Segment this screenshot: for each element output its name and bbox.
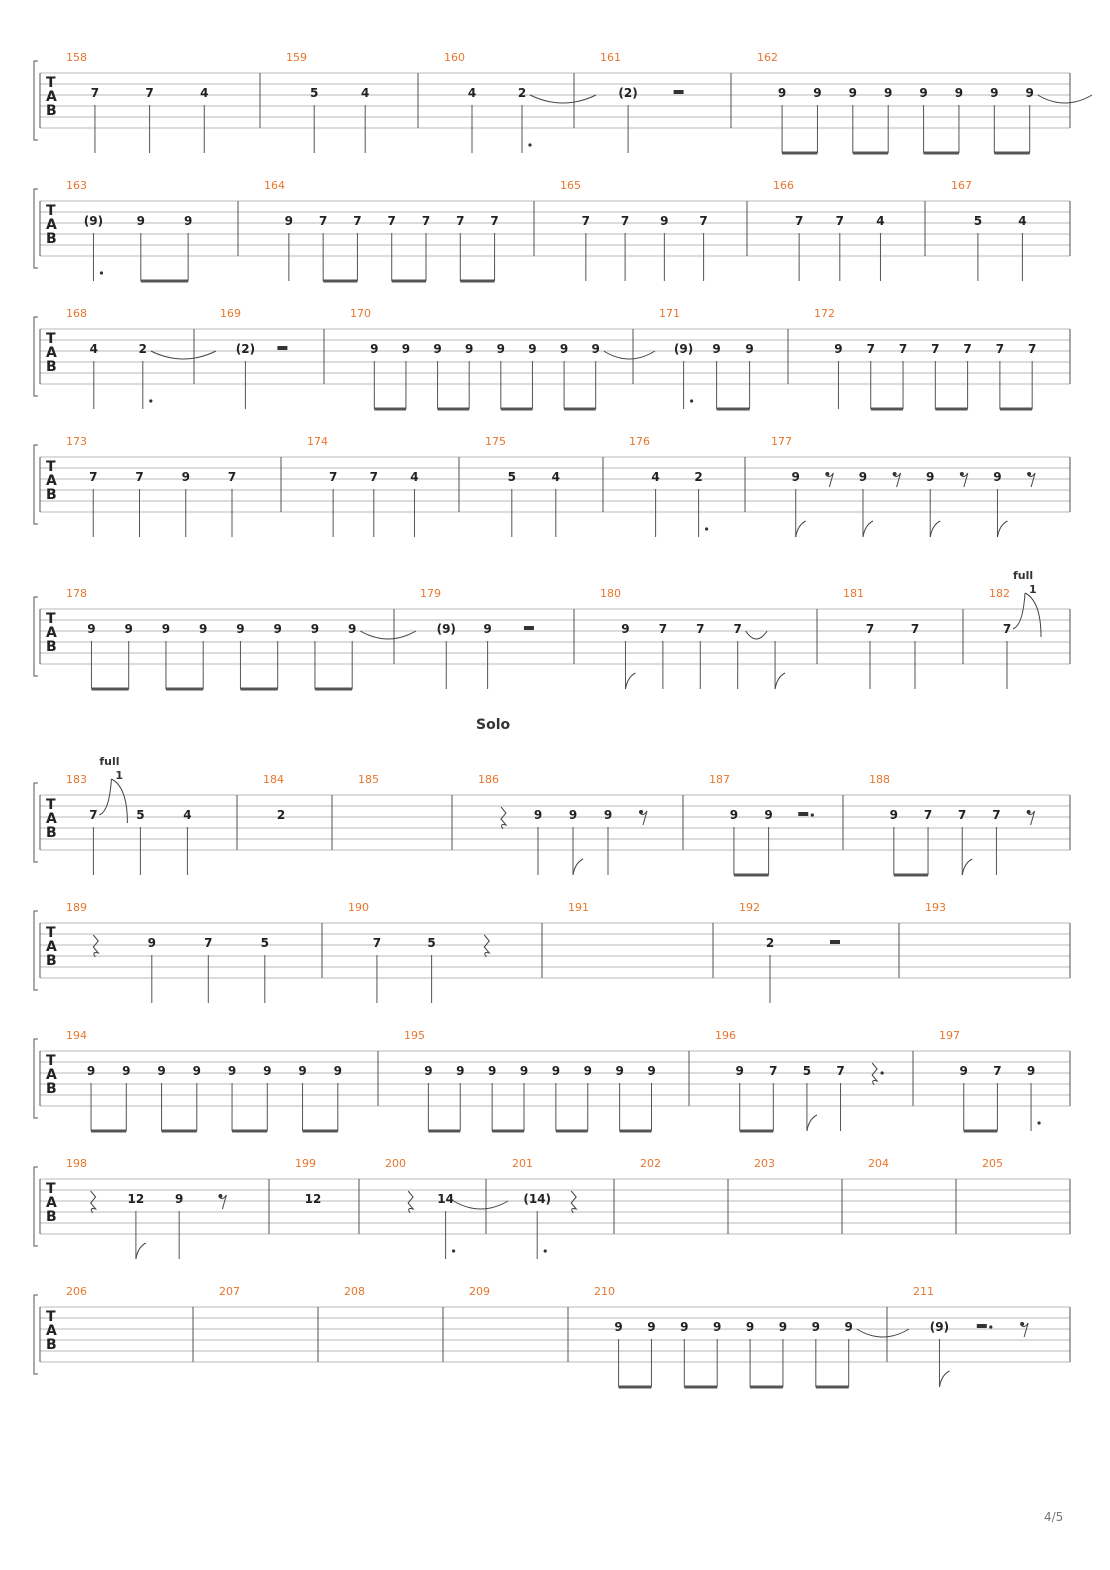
measure-number: 197	[939, 1029, 960, 1042]
measure-number: 195	[404, 1029, 425, 1042]
system-bracket	[34, 597, 38, 676]
fret-number: 9	[174, 1192, 184, 1206]
tab-clef-letter: T	[46, 1181, 56, 1197]
fret-number: 9	[263, 1064, 272, 1078]
fret-number: 9	[647, 1064, 656, 1078]
fret-number: 9	[713, 1320, 722, 1334]
fret-number: 9	[621, 622, 630, 636]
fret-number: 9	[310, 622, 320, 636]
bend-arrow-up	[1013, 593, 1025, 629]
fret-number: 9	[227, 1064, 237, 1078]
tie-arc	[1038, 95, 1092, 103]
eighth-rest-head	[1027, 810, 1031, 814]
quarter-rest	[93, 935, 98, 957]
tab-clef-letter: B	[46, 487, 57, 503]
fret-number: (9)	[436, 622, 456, 636]
fret-number: 9	[745, 1320, 755, 1334]
fret-number: 7	[135, 470, 144, 484]
fret-number: 4	[551, 470, 560, 484]
measure-number: 204	[868, 1157, 889, 1170]
rest-dot	[811, 813, 814, 816]
eighth-flag	[573, 859, 583, 875]
measure-number: 172	[814, 307, 835, 320]
measure-number: 201	[512, 1157, 533, 1170]
fret-number: 7	[145, 86, 154, 100]
measure-number: 194	[66, 1029, 87, 1042]
fret-number: 9	[487, 1064, 497, 1078]
tab-clef-letter: A	[46, 939, 57, 955]
bend-amount: 1	[1029, 583, 1037, 596]
measure-number: 200	[385, 1157, 406, 1170]
quarter-rest	[91, 1191, 96, 1213]
half-rest	[674, 90, 684, 94]
tab-clef-letter: A	[46, 217, 57, 233]
fret-number: 7	[353, 214, 362, 228]
measure-number: 199	[295, 1157, 316, 1170]
fret-number: 9	[519, 1064, 529, 1078]
fret-number: 9	[122, 1064, 131, 1078]
fret-number: 9	[778, 1320, 788, 1334]
measure-number: 160	[444, 51, 465, 64]
fret-number: 9	[1026, 1064, 1036, 1078]
fret-number: 4	[89, 342, 98, 356]
fret-number: 2	[765, 936, 775, 950]
fret-number: 7	[958, 808, 967, 822]
bend-release-arrow	[111, 779, 127, 823]
rest-dot	[881, 1071, 884, 1074]
fret-number: 4	[876, 214, 885, 228]
tie-arc	[604, 351, 655, 359]
fret-number: 7	[866, 342, 875, 356]
fret-number: 7	[456, 214, 465, 228]
fret-number: 9	[192, 1064, 201, 1078]
fret-number: 9	[284, 214, 294, 228]
rest-dot	[989, 1325, 992, 1328]
fret-number: 7	[992, 808, 1001, 822]
system-bracket	[34, 783, 38, 862]
measure-number: 161	[600, 51, 621, 64]
fret-number: 7	[658, 622, 668, 636]
tab-clef-letter: T	[46, 925, 56, 941]
fret-number: 9	[370, 342, 379, 356]
tab-clef-letter: A	[46, 811, 57, 827]
fret-number: 14	[437, 1192, 454, 1206]
fret-number: 9	[990, 86, 999, 100]
fret-number: 9	[157, 1064, 166, 1078]
section-label-solo: Solo	[476, 717, 511, 733]
tab-clef-letter: T	[46, 611, 56, 627]
fret-number: 7	[865, 622, 875, 636]
fret-number: (9)	[83, 214, 104, 228]
fret-number: 7	[372, 936, 382, 950]
duration-dot	[452, 1249, 455, 1252]
fret-number: (9)	[929, 1320, 950, 1334]
fret-number: 7	[931, 342, 940, 356]
measure-number: 162	[757, 51, 778, 64]
duration-dot	[100, 271, 103, 274]
fret-number: 12	[127, 1192, 145, 1206]
fret-number: 7	[1002, 622, 1012, 636]
fret-number: 4	[651, 470, 660, 484]
fret-number: 9	[181, 470, 190, 484]
fret-number: 5	[136, 808, 145, 822]
eighth-rest-head	[218, 1194, 222, 1198]
fret-number: 7	[794, 214, 804, 228]
fret-number: 7	[699, 214, 708, 228]
tab-clef-letter: B	[46, 1337, 57, 1353]
bend-label: full	[99, 755, 120, 768]
fret-number: 9	[884, 86, 893, 100]
tab-clef-letter: T	[46, 75, 56, 91]
fret-number: 9	[926, 470, 935, 484]
tie-arc	[530, 95, 596, 103]
fret-number: 9	[533, 808, 543, 822]
tab-clef-letter: B	[46, 953, 57, 969]
measure-number: 182	[989, 587, 1010, 600]
fret-number: 7	[328, 470, 338, 484]
eighth-rest-head	[825, 472, 829, 476]
measure-number: 178	[66, 587, 87, 600]
fret-number: 9	[333, 1064, 342, 1078]
fret-number: 9	[712, 342, 721, 356]
measure-number: 181	[843, 587, 864, 600]
system-bracket	[34, 445, 38, 524]
tie-arc	[151, 351, 216, 359]
fret-number: 7	[995, 342, 1005, 356]
fret-number: 4	[1018, 214, 1027, 228]
measure-number: 168	[66, 307, 87, 320]
fret-number: 9	[86, 1064, 96, 1078]
fret-number: 9	[568, 808, 578, 822]
fret-number: 9	[136, 214, 145, 228]
fret-number: 9	[777, 86, 787, 100]
eighth-rest-head	[639, 810, 643, 814]
measure-number: 211	[913, 1285, 934, 1298]
eighth-flag	[997, 521, 1007, 537]
measure-number: 165	[560, 179, 581, 192]
eighth-flag	[136, 1243, 146, 1259]
fret-number: 7	[90, 86, 100, 100]
system-bracket	[34, 61, 38, 140]
fret-number: 7	[923, 808, 933, 822]
tab-clef-letter: A	[46, 473, 57, 489]
eighth-rest-head	[1027, 472, 1031, 476]
measure-number: 208	[344, 1285, 365, 1298]
fret-number: 9	[87, 622, 96, 636]
measure-number: 187	[709, 773, 730, 786]
fret-number: 9	[959, 1064, 968, 1078]
fret-number: 9	[603, 808, 613, 822]
measure-number: 159	[286, 51, 307, 64]
duration-dot	[1037, 1121, 1040, 1124]
fret-number: 9	[764, 808, 773, 822]
duration-dot	[528, 143, 531, 146]
fret-number: 9	[647, 1320, 656, 1334]
system-bracket	[34, 189, 38, 268]
duration-dot	[705, 527, 708, 530]
quarter-rest	[501, 807, 506, 829]
fret-number: 7	[89, 470, 98, 484]
fret-number: 4	[183, 808, 192, 822]
fret-number: 2	[276, 808, 286, 822]
quarter-rest	[408, 1191, 413, 1213]
measure-number: 164	[264, 179, 285, 192]
fret-number: 9	[735, 1064, 744, 1078]
measure-number: 203	[754, 1157, 775, 1170]
eighth-flag	[807, 1115, 817, 1131]
measure-number: 190	[348, 901, 369, 914]
system-bracket	[34, 1039, 38, 1118]
tab-clef-letter: B	[46, 639, 57, 655]
fret-number: 7	[204, 936, 213, 950]
fret-number: 9	[424, 1064, 433, 1078]
fret-number: 9	[591, 342, 600, 356]
measure-number: 170	[350, 307, 371, 320]
measure-number: 173	[66, 435, 87, 448]
measure-number: 176	[629, 435, 650, 448]
fret-number: 4	[200, 86, 209, 100]
quarter-rest	[571, 1191, 576, 1213]
tie-arc	[360, 631, 416, 639]
tab-clef-letter: B	[46, 1081, 57, 1097]
tab-clef-letter: A	[46, 89, 57, 105]
fret-number: 9	[551, 1064, 561, 1078]
fret-number: 9	[834, 342, 843, 356]
fret-number: 7	[318, 214, 328, 228]
tab-clef-letter: T	[46, 331, 56, 347]
duration-dot	[149, 399, 152, 402]
fret-number: 9	[199, 622, 208, 636]
fret-number: (2)	[618, 86, 638, 100]
measure-number: 163	[66, 179, 87, 192]
system-bracket	[34, 1295, 38, 1374]
fret-number: 9	[298, 1064, 307, 1078]
eighth-rest-head	[960, 472, 964, 476]
fret-number: 9	[183, 214, 193, 228]
fret-number: 7	[993, 1064, 1002, 1078]
fret-number: 7	[769, 1064, 778, 1078]
tab-clef-letter: A	[46, 345, 57, 361]
tie-arc	[857, 1329, 909, 1337]
fret-number: 12	[304, 1192, 322, 1206]
tie-arc	[746, 631, 767, 639]
half-rest	[524, 626, 534, 630]
fret-number: 5	[973, 214, 983, 228]
fret-number: 7	[490, 214, 499, 228]
fret-number: 4	[410, 470, 419, 484]
tab-clef-letter: T	[46, 459, 56, 475]
fret-number: 9	[745, 342, 754, 356]
fret-number: 9	[680, 1320, 689, 1334]
fret-number: 9	[483, 622, 492, 636]
fret-number: 9	[858, 470, 868, 484]
measure-number: 205	[982, 1157, 1003, 1170]
fret-number: 9	[848, 86, 858, 100]
fret-number: 7	[696, 622, 705, 636]
measure-number: 193	[925, 901, 946, 914]
fret-number: 7	[1027, 342, 1037, 356]
fret-number: 9	[583, 1064, 592, 1078]
fret-number: 9	[401, 342, 411, 356]
fret-number: 9	[236, 622, 245, 636]
system-bracket	[34, 911, 38, 990]
fret-number: 5	[310, 86, 319, 100]
tab-clef-letter: B	[46, 231, 57, 247]
fret-number: 5	[802, 1064, 812, 1078]
fret-number: 9	[791, 470, 800, 484]
measure-number: 183	[66, 773, 87, 786]
measure-number: 188	[869, 773, 890, 786]
measure-number: 184	[263, 773, 284, 786]
tab-clef-letter: T	[46, 1053, 56, 1069]
fret-number: 7	[898, 342, 908, 356]
measure-number: 206	[66, 1285, 87, 1298]
fret-number: 9	[147, 936, 156, 950]
page-number: 4/5	[1044, 1510, 1064, 1524]
fret-number: 9	[528, 342, 537, 356]
fret-number: 7	[369, 470, 378, 484]
bend-amount: 1	[115, 769, 124, 782]
measure-number: 191	[568, 901, 589, 914]
measure-number: 185	[358, 773, 379, 786]
tab-clef-letter: A	[46, 625, 57, 641]
measure-number: 167	[951, 179, 972, 192]
tab-clef-letter: T	[46, 1309, 56, 1325]
half-rest	[277, 346, 287, 350]
measure-number: 169	[220, 307, 241, 320]
fret-number: 5	[507, 470, 516, 484]
fret-number: 9	[1025, 86, 1034, 100]
quarter-rest	[484, 935, 489, 957]
fret-number: 9	[348, 622, 357, 636]
half-rest	[798, 812, 808, 816]
half-rest	[830, 940, 840, 944]
measure-number: 171	[659, 307, 680, 320]
eighth-rest-head	[1020, 1322, 1024, 1326]
fret-number: 9	[811, 1320, 821, 1334]
fret-number: 7	[963, 342, 972, 356]
fret-number: 7	[835, 214, 844, 228]
fret-number: (2)	[235, 342, 256, 356]
half-rest	[977, 1324, 987, 1328]
tab-clef-letter: B	[46, 359, 57, 375]
duration-dot	[544, 1249, 547, 1252]
measure-number: 175	[485, 435, 506, 448]
fret-number: 9	[844, 1320, 853, 1334]
fret-number: (14)	[523, 1192, 552, 1206]
duration-dot	[690, 399, 693, 402]
fret-number: 2	[694, 470, 703, 484]
fret-number: 9	[433, 342, 442, 356]
measure-number: 186	[478, 773, 499, 786]
fret-number: 9	[993, 470, 1002, 484]
fret-number: 9	[813, 86, 822, 100]
measure-number: 180	[600, 587, 621, 600]
tab-clef-letter: T	[46, 203, 56, 219]
fret-number: 4	[361, 86, 370, 100]
measure-number: 177	[771, 435, 792, 448]
tab-clef-letter: B	[46, 1209, 57, 1225]
fret-number: 9	[614, 1320, 623, 1334]
fret-number: 7	[733, 622, 742, 636]
tab-clef-letter: B	[46, 825, 57, 841]
fret-number: 9	[954, 86, 964, 100]
bend-label: full	[1013, 569, 1034, 582]
fret-number: 9	[273, 622, 282, 636]
fret-number: 9	[559, 342, 569, 356]
fret-number: 9	[729, 808, 739, 822]
fret-number: 9	[496, 342, 506, 356]
eighth-flag	[796, 521, 806, 537]
measure-number: 174	[307, 435, 328, 448]
bend-release-arrow	[1025, 593, 1041, 637]
fret-number: 9	[615, 1064, 624, 1078]
fret-number: 7	[836, 1064, 845, 1078]
measure-number: 158	[66, 51, 87, 64]
system-bracket	[34, 1167, 38, 1246]
fret-number: 7	[89, 808, 98, 822]
fret-number: 9	[919, 86, 928, 100]
fret-number: 2	[138, 342, 147, 356]
eighth-flag	[863, 521, 873, 537]
fret-number: 9	[456, 1064, 465, 1078]
measure-number: 202	[640, 1157, 661, 1170]
system-bracket	[34, 317, 38, 396]
measure-number: 196	[715, 1029, 736, 1042]
fret-number: 9	[660, 214, 669, 228]
measure-number: 166	[773, 179, 794, 192]
eighth-flag	[775, 673, 785, 689]
tab-clef-letter: B	[46, 103, 57, 119]
fret-number: 9	[161, 622, 171, 636]
measure-number: 192	[739, 901, 760, 914]
eighth-flag	[939, 1371, 949, 1387]
fret-number: (9)	[673, 342, 694, 356]
eighth-rest-head	[893, 472, 897, 476]
fret-number: 7	[581, 214, 591, 228]
measure-number: 210	[594, 1285, 615, 1298]
fret-number: 7	[387, 214, 396, 228]
quarter-rest	[872, 1063, 877, 1085]
fret-number: 5	[260, 936, 269, 950]
tab-clef-letter: A	[46, 1323, 57, 1339]
fret-number: 7	[227, 470, 237, 484]
fret-number: 7	[421, 214, 431, 228]
bend-arrow-up	[99, 779, 111, 815]
fret-number: 9	[465, 342, 474, 356]
eighth-flag	[962, 859, 972, 875]
measure-number: 179	[420, 587, 441, 600]
fret-number: 7	[910, 622, 920, 636]
tab-clef-letter: A	[46, 1067, 57, 1083]
fret-number: 9	[124, 622, 133, 636]
tab-clef-letter: T	[46, 797, 56, 813]
measure-number: 198	[66, 1157, 87, 1170]
fret-number: 7	[620, 214, 630, 228]
eighth-flag	[625, 673, 635, 689]
eighth-flag	[930, 521, 940, 537]
tab-clef-letter: A	[46, 1195, 57, 1211]
measure-number: 189	[66, 901, 87, 914]
fret-number: 2	[517, 86, 527, 100]
tie-arc	[454, 1201, 508, 1209]
measure-number: 209	[469, 1285, 490, 1298]
measure-number: 207	[219, 1285, 240, 1298]
fret-number: 5	[427, 936, 436, 950]
fret-number: 9	[889, 808, 899, 822]
fret-number: 4	[467, 86, 477, 100]
